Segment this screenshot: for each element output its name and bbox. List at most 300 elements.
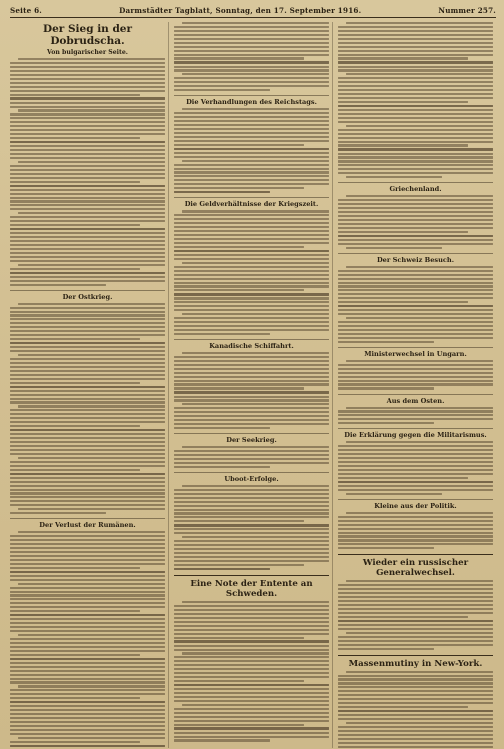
text-line [174, 360, 329, 362]
text-line [10, 598, 165, 600]
column-1 [10, 22, 169, 748]
text-line [174, 396, 329, 398]
text-line [18, 58, 165, 60]
text-line [174, 544, 329, 546]
text-line [174, 250, 329, 252]
text-line [174, 505, 329, 507]
article-text [174, 352, 329, 429]
text-line [338, 364, 493, 366]
text-line [338, 461, 493, 463]
text-line [174, 462, 329, 464]
text-line [338, 584, 493, 586]
text-line [174, 124, 329, 126]
text-line [10, 500, 165, 502]
text-line [174, 497, 329, 499]
text-line [174, 54, 329, 56]
text-line [10, 575, 165, 577]
text-line [174, 30, 329, 32]
text-line [338, 325, 493, 327]
text-line [10, 272, 165, 274]
text-line [10, 693, 165, 695]
text-line [338, 640, 493, 642]
text-line [10, 307, 165, 309]
text-line [10, 141, 165, 143]
text-line [338, 738, 493, 740]
text-line [174, 214, 329, 216]
text-line [174, 152, 329, 154]
text-line [338, 686, 493, 688]
text-line [338, 207, 493, 209]
text-line [174, 368, 329, 370]
text-line [338, 624, 493, 626]
text-line [10, 382, 140, 384]
text-line [10, 492, 165, 494]
text-line [174, 226, 329, 228]
text-line [10, 638, 165, 640]
text-line [174, 548, 329, 550]
text-line [174, 140, 329, 142]
text-line [174, 454, 329, 456]
text-line [174, 297, 329, 299]
text-line [18, 583, 165, 585]
text-line [10, 370, 165, 372]
text-line [10, 662, 165, 664]
text-line [338, 734, 493, 736]
text-line [174, 293, 329, 295]
text-line [10, 535, 165, 537]
text-line [338, 30, 493, 32]
text-line [338, 604, 493, 606]
text-line [338, 278, 493, 280]
text-line [10, 571, 165, 573]
text-line [18, 212, 165, 214]
text-line [10, 551, 165, 553]
text-line [338, 465, 493, 467]
text-line [174, 696, 329, 698]
text-line [174, 120, 329, 122]
text-line [338, 203, 493, 205]
text-line [338, 109, 493, 111]
text-line [338, 710, 493, 712]
text-line [346, 441, 493, 443]
article-text [174, 108, 329, 193]
text-line [338, 293, 493, 295]
article-text [338, 22, 493, 178]
text-line [10, 338, 140, 340]
text-line [346, 125, 493, 127]
masthead: Darmstädter Tagblatt, Sonntag, den 17. September 1916. [119, 6, 362, 15]
text-line [10, 670, 165, 672]
text-line [346, 722, 493, 724]
text-line [338, 694, 493, 696]
text-line [174, 61, 329, 63]
text-line [10, 311, 165, 313]
text-line [10, 268, 140, 270]
text-line [174, 692, 329, 694]
text-line [346, 580, 493, 582]
text-line [338, 596, 493, 598]
text-line [10, 185, 165, 187]
text-line [174, 672, 329, 674]
text-line [10, 409, 165, 411]
text-line [10, 433, 165, 435]
text-line [338, 742, 493, 744]
text-line [338, 485, 493, 487]
text-line [174, 736, 329, 738]
text-line [346, 247, 442, 249]
text-line [10, 539, 165, 541]
text-line [174, 179, 329, 181]
text-line [174, 656, 329, 658]
page-header [10, 6, 496, 18]
text-line [174, 720, 329, 722]
text-line [10, 591, 165, 593]
text-line [10, 121, 165, 123]
text-line [338, 61, 493, 63]
text-line [338, 97, 493, 99]
text-line [338, 199, 493, 201]
text-line [10, 204, 165, 206]
text-line [174, 132, 329, 134]
page-number: Seite 6. [10, 6, 42, 15]
article-text [338, 360, 493, 390]
text-line [10, 228, 165, 230]
text-line [338, 746, 493, 748]
text-line [10, 697, 140, 699]
text-line [174, 560, 329, 562]
article-text [10, 531, 165, 748]
text-line [174, 660, 329, 662]
text-line [10, 366, 165, 368]
text-line [338, 172, 493, 174]
text-line [18, 508, 165, 510]
text-line [10, 437, 165, 439]
section-heading: Der Verlust der Rumänen. [10, 518, 165, 529]
text-line [174, 676, 329, 678]
text-line [174, 171, 329, 173]
text-line [338, 148, 493, 150]
text-line [174, 156, 329, 158]
text-line [174, 270, 329, 272]
text-line [182, 108, 329, 110]
text-line [10, 189, 165, 191]
text-line [10, 358, 165, 360]
byline: Von bulgarischer Seite. [47, 49, 128, 57]
text-line [338, 282, 493, 284]
text-line [338, 453, 493, 455]
section-heading: Der Seekrieg. [174, 433, 329, 444]
text-line [174, 427, 270, 429]
text-line [10, 169, 165, 171]
section-heading: Uboot-Erfolge. [174, 472, 329, 483]
text-line [10, 244, 165, 246]
text-line [10, 626, 165, 628]
text-line [18, 737, 165, 739]
text-line [174, 532, 329, 534]
text-line [174, 716, 329, 718]
text-line [10, 106, 165, 108]
text-line [10, 318, 165, 320]
text-line [338, 592, 493, 594]
text-line [338, 481, 493, 483]
text-line [174, 415, 329, 417]
text-line [346, 22, 493, 24]
text-line [174, 148, 329, 150]
text-line [10, 705, 165, 707]
text-line [10, 678, 165, 680]
text-line [174, 46, 329, 48]
article-text [174, 210, 329, 335]
text-line [10, 86, 165, 88]
text-line [174, 230, 329, 232]
section-heading: Die Geldverhältnisse der Kriegszeit. [174, 197, 329, 208]
text-line [338, 372, 493, 374]
text-line [338, 137, 493, 139]
text-line [10, 614, 165, 616]
text-line [10, 642, 165, 644]
article-text [174, 446, 329, 468]
text-line [10, 473, 165, 475]
text-line [10, 630, 165, 632]
text-line [174, 112, 329, 114]
text-line [10, 445, 165, 447]
text-line [174, 419, 329, 421]
text-line [174, 727, 329, 729]
text-line [10, 654, 140, 656]
text-line [174, 116, 329, 118]
text-line [174, 540, 329, 542]
text-line [10, 610, 140, 612]
text-line [174, 552, 329, 554]
text-line [338, 57, 468, 59]
text-line [338, 285, 493, 287]
text-line [174, 712, 329, 714]
text-line [338, 648, 434, 650]
text-line [338, 477, 468, 479]
text-line [338, 702, 493, 704]
text-line [10, 555, 165, 557]
text-line [174, 81, 329, 83]
section-heading: Die Erklärung gegen die Militarismus. [338, 428, 493, 439]
text-line [174, 187, 304, 189]
text-line [338, 414, 493, 416]
text-line [10, 594, 165, 596]
text-line [338, 164, 493, 166]
text-line [10, 66, 165, 68]
text-line [338, 628, 493, 630]
text-line [346, 176, 442, 178]
article-text [338, 671, 493, 748]
text-line [10, 543, 165, 545]
text-line [174, 246, 304, 248]
text-line [174, 222, 329, 224]
text-line [182, 313, 329, 315]
text-line [338, 77, 493, 79]
article-headline: Massenmutiny in New-York. [338, 655, 493, 669]
text-line [338, 682, 493, 684]
text-line [10, 709, 165, 711]
text-line [174, 458, 329, 460]
text-line [10, 469, 140, 471]
text-line [18, 264, 165, 266]
article-text [174, 601, 329, 742]
text-line [10, 717, 165, 719]
text-line [10, 461, 165, 463]
text-line [10, 421, 165, 423]
text-line [10, 413, 165, 415]
text-line [338, 714, 493, 716]
text-line [10, 563, 165, 565]
text-line [182, 652, 329, 654]
text-line [10, 326, 165, 328]
text-line [182, 160, 329, 162]
text-line [174, 708, 329, 710]
text-line [174, 633, 329, 635]
text-line [174, 50, 329, 52]
text-line [174, 183, 329, 185]
text-line [10, 378, 165, 380]
article-text [338, 580, 493, 649]
text-line [338, 726, 493, 728]
text-line [338, 543, 493, 545]
text-line [10, 674, 165, 676]
text-line [174, 387, 304, 389]
text-line [174, 466, 270, 468]
article-text [10, 58, 165, 286]
text-line [182, 352, 329, 354]
text-line [10, 350, 165, 352]
text-line [174, 640, 329, 642]
text-line [174, 136, 329, 138]
text-line [338, 636, 493, 638]
text-line [338, 211, 493, 213]
text-line [338, 113, 493, 115]
section-heading: Aus dem Osten. [338, 394, 493, 405]
text-line [182, 262, 329, 264]
text-line [174, 739, 270, 741]
article-headline: Wieder ein russischer Generalwechsel. [338, 554, 493, 578]
text-line [10, 465, 165, 467]
text-line [346, 512, 493, 514]
text-line [338, 85, 493, 87]
text-line [10, 157, 165, 159]
column-3 [338, 22, 496, 748]
text-line [10, 117, 165, 119]
text-line [10, 78, 165, 80]
text-line [338, 376, 493, 378]
text-line [10, 547, 165, 549]
text-line [10, 401, 165, 403]
article-text [174, 485, 329, 570]
text-line [18, 405, 165, 407]
text-line [10, 236, 165, 238]
text-line [174, 66, 329, 68]
text-line [10, 689, 165, 691]
text-line [10, 256, 165, 258]
text-line [18, 109, 165, 111]
text-line [338, 66, 493, 68]
text-line [338, 69, 493, 71]
text-line [338, 243, 493, 245]
text-line [174, 282, 329, 284]
text-line [346, 671, 493, 673]
text-line [10, 386, 165, 388]
text-line [338, 730, 493, 732]
text-line [10, 153, 165, 155]
text-line [10, 133, 165, 135]
text-line [338, 144, 468, 146]
text-line [338, 133, 493, 135]
text-line [10, 216, 165, 218]
text-line [346, 195, 493, 197]
text-line [174, 333, 270, 335]
text-line [174, 668, 329, 670]
text-line [10, 477, 165, 479]
text-line [174, 305, 329, 307]
text-line [10, 713, 165, 715]
text-line [10, 200, 165, 202]
text-line [174, 664, 329, 666]
text-line [338, 489, 493, 491]
text-line [10, 280, 165, 282]
text-line [174, 191, 270, 193]
text-line [338, 141, 493, 143]
text-line [10, 125, 165, 127]
text-line [10, 650, 165, 652]
text-line [338, 231, 468, 233]
text-line [10, 330, 165, 332]
text-line [10, 622, 165, 624]
text-line [10, 658, 165, 660]
text-line [174, 524, 329, 526]
text-line [338, 160, 493, 162]
text-line [174, 34, 329, 36]
text-line [338, 223, 493, 225]
text-line [182, 601, 329, 603]
text-line [174, 234, 329, 236]
text-line [174, 423, 329, 425]
text-line [338, 329, 493, 331]
text-line [338, 380, 493, 382]
text-line [174, 625, 329, 627]
text-line [174, 289, 304, 291]
text-line [10, 342, 165, 344]
text-line [174, 605, 329, 607]
text-line [10, 579, 165, 581]
main-headline: Der Sieg in der Dobrudscha. [42, 23, 133, 47]
article-text [174, 22, 329, 91]
text-line [338, 297, 493, 299]
text-line [18, 303, 165, 305]
text-line [10, 145, 165, 147]
text-line [346, 317, 493, 319]
text-line [174, 732, 329, 734]
text-line [174, 325, 329, 327]
text-line [338, 219, 493, 221]
text-line [338, 706, 468, 708]
text-line [338, 239, 493, 241]
text-line [338, 698, 493, 700]
text-line [174, 509, 329, 511]
text-line [10, 646, 165, 648]
text-line [10, 606, 165, 608]
text-line [346, 493, 442, 495]
text-line [174, 724, 304, 726]
text-line [338, 608, 493, 610]
text-line [338, 612, 493, 614]
text-line [10, 425, 140, 427]
text-line [10, 398, 165, 400]
